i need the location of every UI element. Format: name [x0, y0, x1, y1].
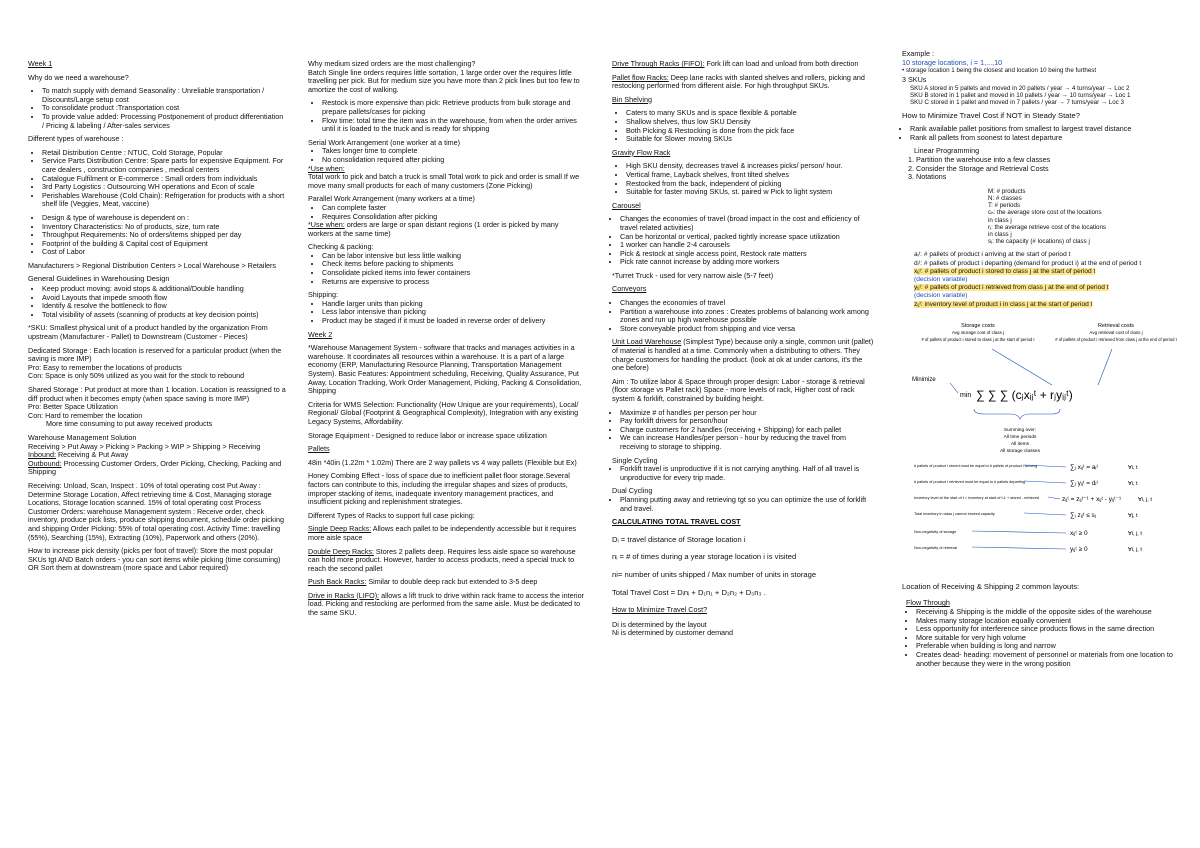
- list-item: • Can be horizontal or vertical, packed tightly increase space utilization: [620, 233, 874, 242]
- shared-storage: [28, 386, 286, 429]
- definition: dᵢᵗ: # pallets of product i departing (demand for product i) at the end of period t: [914, 259, 1142, 267]
- bin-shelving-heading: Bin Shelving: [612, 94, 652, 104]
- unit-load-warehouse: [612, 338, 874, 372]
- unit-load-text: (Simplest Type) because only a single, common unit (pallet) of material is handled at a time. Commonly when a distributing to others. They charge customers for handling the product. (look at ok at under cartons, it's the one before): [612, 337, 874, 373]
- list-item: • Requires Consolidation after picking: [322, 213, 584, 222]
- sku-definition: *SKU: Smallest physical unit of a product handled by the organization From upstream (Manufacturer - Pallet) to Downstream (Customer - Pieces): [28, 323, 268, 342]
- calc-total: Total Travel Cost = Dᵢnᵢ + D₁n₁ + D₂n₂ + D₃n₃ .: [612, 587, 766, 597]
- retrieval-costs-sub: Avg retrieval cost of class j: [1089, 329, 1143, 335]
- pallets-heading: Pallets: [308, 444, 330, 454]
- why-warehouse-question: Why do we need a warehouse?: [28, 72, 129, 82]
- gravity-list: [612, 162, 874, 196]
- list-item: • Caters to many SKUs and is space flexible & portable: [626, 109, 874, 118]
- gravity-heading: Gravity Flow Rack: [612, 147, 671, 157]
- list-item: • To provide value added: Processing Postponement of product differentiation / Pricing & labeling / After-sales services: [42, 113, 286, 130]
- single-cycling-heading: Single Cycling: [612, 455, 658, 465]
- list-item: • Suitable for Slower moving SKUs: [626, 135, 874, 144]
- list-item: • Changes the economies of travel: [620, 299, 874, 308]
- definition: zᵢⱼᵗ: inventory level of product i in class j at the start of period t: [914, 300, 1093, 308]
- list-item: • Partition a warehouse into zones : Creates problems of balancing work among zones and run up high warehouse possible: [620, 308, 874, 325]
- list-item: • Pay forklift drivers for person/hour: [620, 417, 874, 426]
- list-item: • Suitable for faster moving SKUs, st. paired w Pick to light system: [626, 188, 874, 197]
- objective-min: min: [960, 391, 972, 399]
- receiving-paragraph: Receiving: Unload, Scan, Inspect . 10% of total operating cost Put Away : Determine Storage Location, Affect retrieving time & Cost, Managing storage Locations, Storage location scanned. 15% of total operating cost Process Customer Orders: warehouse Management system : Receive order, check inventory, produce pick lists, produce shipping document, schedule order picking and shipping Order Picking: 55% of total operating cost. Activity Time: travelling (55%), Searching (15%), Extracting (10%), Paperwork and others (20%).: [28, 480, 284, 542]
- unit-load-label: Unit Load Warehouse: [612, 337, 682, 347]
- dual-cycling-list: [612, 496, 874, 513]
- list-item: • Check items before packing to shipments: [322, 260, 584, 269]
- rack-text: Allows each pallet to be independently accessible but it requires more aisle space: [308, 524, 577, 542]
- list-item: • Changes the economies of travel (broad impact in the cost and efficiency of travel related activities): [620, 215, 874, 232]
- inbound-label: Inbound:: [28, 450, 56, 460]
- week-1-heading: Week 1: [28, 59, 53, 68]
- constraint-eq: yᵢⱼᵗ ≥ 0: [1070, 545, 1088, 553]
- minimize-ni: Ni is determined by customer demand: [612, 628, 734, 638]
- example-list: [902, 85, 1178, 107]
- types-heading: Different types of warehouse :: [28, 134, 124, 144]
- carousel-heading: Carousel: [612, 200, 641, 210]
- list-item: • Returns are expensive to process: [322, 278, 584, 287]
- list-item: 3. Notations: [916, 173, 1178, 182]
- outbound-label: Outbound:: [28, 458, 62, 468]
- serial-list: [308, 147, 584, 164]
- arrow-line: [1098, 349, 1112, 385]
- example-note: • storage location 1 being the closest and location 10 being the furthest: [902, 67, 1097, 75]
- calc-ni-formula: ni= number of units shipped / Max number of units in storage: [612, 569, 817, 579]
- double-deep-racks: [308, 548, 584, 574]
- list-item: • To match supply with demand Seasonality : Unreliable transportation / Discounts/Large setup cost: [42, 87, 286, 104]
- design-list: [28, 214, 286, 257]
- calc-di: Dᵢ = travel distance of Storage location i: [612, 534, 746, 544]
- bin-list: [612, 109, 874, 143]
- notation: cₙ: the average store cost of the locations in class j: [988, 209, 1102, 224]
- arrow-line: [992, 349, 1052, 385]
- list-item: • Creates dead- heading: movement of personnel or materials from one location to another because they were in the wrong position: [916, 651, 1178, 668]
- constraint-desc: Inventory level at the start of t = inventory at start of t-1 + stored - retrieved: [914, 495, 1039, 500]
- summing-periods: All time periods: [1003, 434, 1037, 440]
- serial-heading: Serial Work Arrangement (one worker at a time): [308, 137, 461, 147]
- list-item: • Product may be staged if it must be loaded in reverse order of delivery: [322, 317, 584, 326]
- parallel-heading: Parallel Work Arrangement (many workers at a time): [308, 194, 475, 204]
- text-line: More time consuming to put away received products: [46, 419, 213, 429]
- constraint-domain: ∀j, t: [1128, 512, 1138, 519]
- retrieval-costs-label: Retrieval costs: [1097, 322, 1135, 329]
- definition: yᵢⱼᵗ: # pallets of product i retrieved from class j at the end of period t: [914, 284, 1109, 292]
- column-4: [902, 50, 1178, 673]
- rack-label: Double Deep Racks:: [308, 546, 374, 556]
- arrow-line: [1048, 497, 1060, 499]
- shipping-heading: Shipping:: [308, 290, 338, 300]
- list-item: • Store conveyable product from shipping and vice versa: [620, 325, 874, 334]
- aim-text: Aim : To utilize labor & Space through proper design: Labor - storage & retrieval (floor storage vs Pallet rack) Space - more levels of rack, Higher cost of rack system & forklift, constrained by building height.: [612, 376, 865, 403]
- text-line: Pro: Easy to remember the locations of products: [28, 362, 182, 372]
- constraint-domain: ∀i, t: [1128, 480, 1138, 487]
- list-item: • Can be labor intensive but less little walking: [322, 252, 584, 261]
- list-item: 2. Consider the Storage and Retrieval Costs: [916, 165, 1178, 174]
- lp-list: [902, 156, 1178, 182]
- types-list: [28, 149, 286, 209]
- sum-symbol: ∑ ∑ ∑ (cⱼxᵢⱼᵗ + rⱼyᵢⱼᵗ): [976, 387, 1073, 402]
- list-item: • Identify & resolve the bottleneck to flow: [42, 302, 286, 311]
- conveyors-heading: Conveyors: [612, 284, 647, 294]
- list-item: • Forklift travel is unproductive if it is not carrying anything. Half of all travel is unproductive for every trip made.: [620, 465, 874, 482]
- checking-heading: Checking & packing:: [308, 242, 374, 252]
- constraint-domain: ∀i, j, t: [1138, 496, 1152, 503]
- aim-list: [612, 409, 874, 452]
- list-item: • 3rd Party Logistics : Outsourcing WH operations and Econ of scale: [42, 183, 286, 192]
- calc-ni: nᵢ = # of times during a year storage location i is visited: [612, 552, 797, 562]
- list-item: • Catalogue Fulfilment or E-commerce : Small orders from individuals: [42, 175, 286, 184]
- rack-text: Similar to double deep rack but extended to 3-5 deep: [366, 577, 538, 587]
- constraint-desc: Non-negativity of retrieval: [914, 545, 958, 550]
- column-1: [28, 60, 286, 578]
- supply-chain-text: Manufacturers > Regional Distribution Centers > Local Warehouse > Retailers: [28, 260, 277, 270]
- not-steady-heading: How to Minimize Travel Cost if NOT in Steady State?: [902, 110, 1080, 120]
- definition: (decision variable): [914, 292, 968, 300]
- week-2-heading: Week 2: [308, 329, 333, 339]
- wms-flow: Receiving > Put Away > Picking > Packing > WIP > Shipping > Receiving: [28, 441, 261, 451]
- constraint-domain: ∀i, j, t: [1128, 546, 1142, 553]
- drive-through-racks: [612, 60, 874, 69]
- rack-label: Drive Through Racks (FIFO):: [612, 59, 705, 68]
- constraints: [914, 464, 1152, 553]
- list-item: • Restocked from the back, independent of picking: [626, 180, 874, 189]
- constraint-domain: ∀i, t: [1128, 464, 1138, 471]
- list-item: • Vertical frame, Layback shelves, front tilted shelves: [626, 171, 874, 180]
- rack-label: Single Deep Racks:: [308, 524, 372, 534]
- list-item: • To consolidate product :Transportation cost: [42, 104, 286, 113]
- arrow-line: [972, 531, 1066, 533]
- constraint-domain: ∀i, j, t: [1128, 530, 1142, 537]
- list-item: • Can complete faster: [322, 204, 584, 213]
- list-item: • Pick & restock at single access point, Restock rate matters: [620, 250, 874, 259]
- single-deep-racks: [308, 525, 584, 542]
- list-item: • Shallow shelves, thus low SKU Density: [626, 118, 874, 127]
- location-heading: Location of Receiving & Shipping 2 common layouts:: [902, 581, 1080, 591]
- flow-through-heading: Flow Through: [906, 598, 950, 608]
- constraint-eq: zᵢⱼᵗ = zᵢⱼᵗ⁻¹ + xᵢⱼᵗ - yᵢⱼᵗ⁻¹: [1062, 495, 1122, 503]
- wms-definition: *Warehouse Management System - software that tracks and manages activities in a warehouse. It coordinates all resources within a warehouse. It is a part of a large economy (ERP, Manufacturing Resource Planning, Transportation Management System). Basic Features: Appointment scheduling, Receiving, Quality Assurance, Put Away, Location Tracking, Work Order Management, Picking, Packing & Consolidation, Shipping: [308, 343, 582, 396]
- flow-through-list: [902, 608, 1178, 668]
- medium-list: [308, 99, 584, 133]
- list-item: SKU A stored in 5 pallets and moved in 20 pallets / year → 4 turns/year → Loc 2: [910, 84, 1130, 92]
- single-cycling-list: [612, 465, 874, 482]
- column-2: [308, 60, 584, 623]
- lp-heading: Linear Programming: [914, 146, 980, 156]
- list-item: • Inventory Characteristics: No of products, size, turn rate: [42, 223, 286, 232]
- conveyors-list: [612, 299, 874, 333]
- dedicated-storage: [28, 347, 286, 381]
- constraint-desc: Non-negativity of storage: [914, 529, 957, 534]
- list-item: • We can increase Handles/per person - hour by reducing the travel from receiving to storage to shipping.: [620, 434, 874, 451]
- column-3: [612, 60, 874, 643]
- list-item: • Footprint of the building & Capital cost of Equipment: [42, 240, 286, 249]
- push-back-racks: [308, 578, 584, 587]
- list-item: • Flow time: total time the item was in the warehouse, from when the order arrives until it is loaded to the truck and is ready for shipping: [322, 117, 584, 134]
- racks-heading: Different Types of Racks to support full case picking:: [308, 510, 475, 520]
- honeycombing-text: Honey Combing Effect - loss of space due to inefficient pallet floor storage.Several factors can contribute to this, including the irregular shapes and sizes of products, improper stacking of items, inadequate inventory management practices, and insufficient picking and replenishment strategies.: [308, 471, 570, 507]
- list-item: • Rank all pallets from soonest to latest departure: [910, 134, 1178, 143]
- wms-criteria: Criteria for WMS Selection: Functionality (How Unique are your requirements), Local/ Regional/ Global (Footprint & Geographical Complexity), Integration with any existing Legacy Systems, Affordability.: [308, 399, 579, 426]
- constraint-desc: Total inventory in class j cannot exceed capacity: [914, 511, 995, 516]
- arrow-line: [972, 547, 1066, 549]
- example-skus: 3 SKUs: [902, 75, 927, 85]
- dual-cycling-heading: Dual Cycling: [612, 486, 653, 496]
- variable-definitions: [914, 251, 1178, 308]
- use-when-label: *Use when:: [308, 220, 345, 230]
- list-item: • Throughput Requirements: No of orders/items shipped per day: [42, 231, 286, 240]
- constraint-eq: ∑ⱼ yᵢⱼᵗ = dᵢᵗ: [1070, 479, 1098, 487]
- pick-density-paragraph: How to increase pick density (picks per foot of travel): Store the most popular SKUs tgt AND Batch orders - you can sort items while picking (time consuming) OR Sort them at downstream (more space and Labor required): [28, 546, 281, 573]
- list-item: SKU C stored in 1 pallet and moved in 7 pallets / year → 7 turns/year → Loc 3: [910, 99, 1124, 107]
- example-locations: 10 storage locations, i = 1,...,10: [902, 57, 1003, 67]
- list-item: • Handle larger units than picking: [322, 300, 584, 309]
- definition: aᵢᵗ: # pallets of product i arriving at the start of period t: [914, 251, 1071, 259]
- list-item: • 1 worker can handle 2-4 carousels: [620, 241, 874, 250]
- constraint-desc: # pallets of product i stored must be equal to # pallets of product i arriving: [914, 463, 1038, 468]
- storage-costs-sub2: # of pallets of product i stored to class j at the start of period t: [921, 336, 1035, 342]
- list-item: • Avoid Layouts that impede smooth flow: [42, 294, 286, 303]
- wms-block: [28, 434, 286, 477]
- constraint-eq: ∑ⱼ xᵢⱼᵗ = aᵢᵗ: [1070, 463, 1098, 471]
- list-item: 1. Partition the warehouse into a few classes: [916, 156, 1178, 165]
- notation: N: # classes: [988, 194, 1022, 202]
- outbound-text: Processing Customer Orders, Order Picking, Checking, Packing and Shipping: [28, 458, 282, 477]
- arrow-line: [1024, 481, 1066, 483]
- minimize-di: Di is determined by the layout: [612, 619, 707, 629]
- list-item: • Receiving & Shipping is the middle of the opposite sides of the warehouse: [916, 608, 1178, 617]
- storage-equipment: Storage Equipment - Designed to reduce labor or increase space utilization: [308, 430, 547, 440]
- list-item: • Less labor intensive than picking: [322, 308, 584, 317]
- list-item: • Less opportunity for interference since products flows in the same direction: [916, 625, 1178, 634]
- minimize-label: Minimize: [912, 376, 936, 383]
- list-item: • Design & type of warehouse is dependent on :: [42, 214, 286, 223]
- not-steady-list: [902, 125, 1178, 142]
- list-item: • Pick rate cannot increase by adding more workers: [620, 258, 874, 267]
- summing-classes: All storage classes: [1000, 448, 1040, 454]
- list-item: • Preferable when building is long and narrow: [916, 642, 1178, 651]
- lp-formulation-diagram: [902, 319, 1178, 577]
- why-list: [28, 87, 286, 130]
- text-line: Con: Space is only 50% utilized as you wait for the stock to rebound: [28, 371, 245, 381]
- arrow-line: [950, 383, 958, 393]
- minimize-heading: How to Minimize Travel Cost?: [612, 605, 708, 615]
- list-item: • Makes many storage location equally convenient: [916, 617, 1178, 626]
- parallel-list: [308, 204, 584, 221]
- rack-text: allows a lift truck to drive within rack frame to access the interior load. Picking and restocking are performed from the same aisle. Must be dedicated to the same SKU.: [308, 590, 585, 618]
- pallets-text: 48in *40in (1.22m * 1.02m) There are 2 way pallets vs 4 way pallets (Flexible but Ex): [308, 457, 577, 467]
- list-item: • Keep product moving: avoid stops & additional/Double handling: [42, 285, 286, 294]
- serial-use-text: Total work to pick and batch a truck is small Total work to pick and order is small If we move many small products for each of many customers (Zone Picking): [308, 172, 580, 190]
- rack-label: Drive in Racks (LIFO):: [308, 590, 380, 600]
- retrieval-costs-sub2: # of pallets of product i retrieved from class j at the end of period t: [1055, 336, 1177, 342]
- list-item: • No consolidation required after picking: [322, 156, 584, 165]
- turret-truck: *Turret Truck - used for very narrow aisle (5-7 feet): [612, 270, 774, 280]
- text-line: Shared Storage : Put product at more than 1 location. Location is reassigned to a diff product when it becomes empty (when space saving is more IMP): [28, 385, 286, 403]
- rack-label: Pallet flow Racks:: [612, 72, 669, 82]
- constraint-desc: # pallets of product i retrieved must be equal to # pallets departing: [914, 479, 1026, 484]
- arrow-line: [1024, 513, 1066, 515]
- list-item: • Planning putting away and retrieving tgt so you can optimize the use of forklift and travel.: [620, 496, 874, 513]
- notations-box: [988, 188, 1108, 246]
- summing-label: Summing over:: [1003, 427, 1037, 433]
- list-item: • Retail Distribution Centre : NTUC, Cold Storage, Popular: [42, 149, 286, 158]
- text-line: Con: Hard to remember the location: [28, 410, 143, 420]
- wms-heading: Warehouse Management Solution: [28, 432, 137, 442]
- pallet-flow-racks: [612, 74, 874, 91]
- brace: [974, 409, 1060, 419]
- list-item: SKU B stored in 1 pallet and moved in 10 pallets / year → 10 turns/year → Loc 1: [910, 92, 1131, 100]
- inbound-text: Receiving & Put Away: [55, 450, 129, 460]
- constraint-eq: xᵢⱼᵗ ≥ 0: [1070, 529, 1088, 537]
- calc-heading: CALCULATING TOTAL TRAVEL COST: [612, 517, 741, 527]
- notation: rⱼ: the average retrieve cost of the locations in class j: [988, 223, 1107, 238]
- list-item: • Charge customers for 2 handles (receiving + Shipping) for each pallet: [620, 426, 874, 435]
- rack-label: Push Back Racks:: [308, 577, 367, 587]
- list-item: • Perishables Warehouse (Cold Chain): Refrigeration for products with a short shelf life (Veggies, Meat, vaccine): [42, 192, 286, 209]
- storage-costs-sub: Avg storage cost of class j: [951, 329, 1005, 335]
- text-line: Pro: Better Space Utilization: [28, 402, 118, 412]
- text-line: Dedicated Storage : Each location is reserved for a particular product (when the saving is more IMP): [28, 345, 282, 364]
- rack-text: Fork lift can load and unload from both direction: [704, 59, 859, 68]
- list-item: • High SKU density, decreases travel & increases picks/ person/ hour.: [626, 162, 874, 171]
- rack-text: Deep lane racks with slanted shelves and rollers, picking and restocking performed from different aisle. For high throughput SKUs.: [612, 72, 865, 91]
- storage-costs-label: Storage costs: [961, 322, 995, 329]
- list-item: • Takes longer time to complete: [322, 147, 584, 156]
- rack-text: Stores 2 pallets deep. Requires less aisle space so warehouse can hold more product. However, harder to access products, need a special truck to reach the second pallet: [308, 546, 576, 573]
- parallel-use-text: orders are large or span distant regions (1 order is picked by many workers at the same time): [308, 220, 559, 238]
- medium-orders-heading: Why medium sized orders are the most challenging?: [308, 59, 476, 68]
- list-item: • More suitable for very high volume: [916, 634, 1178, 643]
- medium-orders-text: Batch Single line orders requires little sortation, 1 large order over the requires little travelling per pick. But for medium size you have more than 2 pick lines but too few to amortize the cost of walking.: [308, 67, 580, 94]
- list-item: • Rank available pallet positions from smallest to largest travel distance: [910, 125, 1178, 134]
- list-item: • Both Picking & Restocking is done from the pick face: [626, 127, 874, 136]
- list-item: • Restock is more expensive than pick: Retrieve products from bulk storage and prepare pallets/cases for picking: [322, 99, 584, 116]
- shipping-list: [308, 300, 584, 326]
- constraint-eq: ∑ᵢ zᵢⱼᵗ ≤ sⱼ: [1070, 511, 1096, 519]
- parallel-use: [308, 221, 584, 238]
- serial-use: [308, 165, 584, 191]
- drive-in-racks: [308, 592, 584, 618]
- use-when-label: *Use when:: [308, 163, 345, 173]
- checking-list: [308, 252, 584, 286]
- notation: sⱼ: the capacity (# locations) of class j: [988, 238, 1090, 246]
- list-item: • Consolidate picked items into fewer containers: [322, 269, 584, 278]
- notation: M: # products: [988, 187, 1026, 195]
- list-item: • Cost of Labor: [42, 248, 286, 257]
- definition: (decision variable): [914, 275, 968, 283]
- example-heading: Example :: [902, 49, 934, 58]
- summing-items: All items: [1010, 441, 1030, 447]
- list-item: • Maximize # of handles per person per hour: [620, 409, 874, 418]
- notation: T: # periods: [988, 202, 1020, 210]
- definition: xᵢⱼᵗ: # pallets of product i stored to class j at the start of period t: [914, 267, 1096, 275]
- guidelines-list: [28, 285, 286, 319]
- list-item: • Service Parts Distribution Centre: Spare parts for expensive Equipment. For care dealers , construction companies , medical centers: [42, 157, 286, 174]
- list-item: • Total visibility of assets (scanning of products at key decision points): [42, 311, 286, 320]
- guidelines-heading: General Guidelines in Warehousing Design: [28, 274, 170, 284]
- carousel-list: [612, 215, 874, 267]
